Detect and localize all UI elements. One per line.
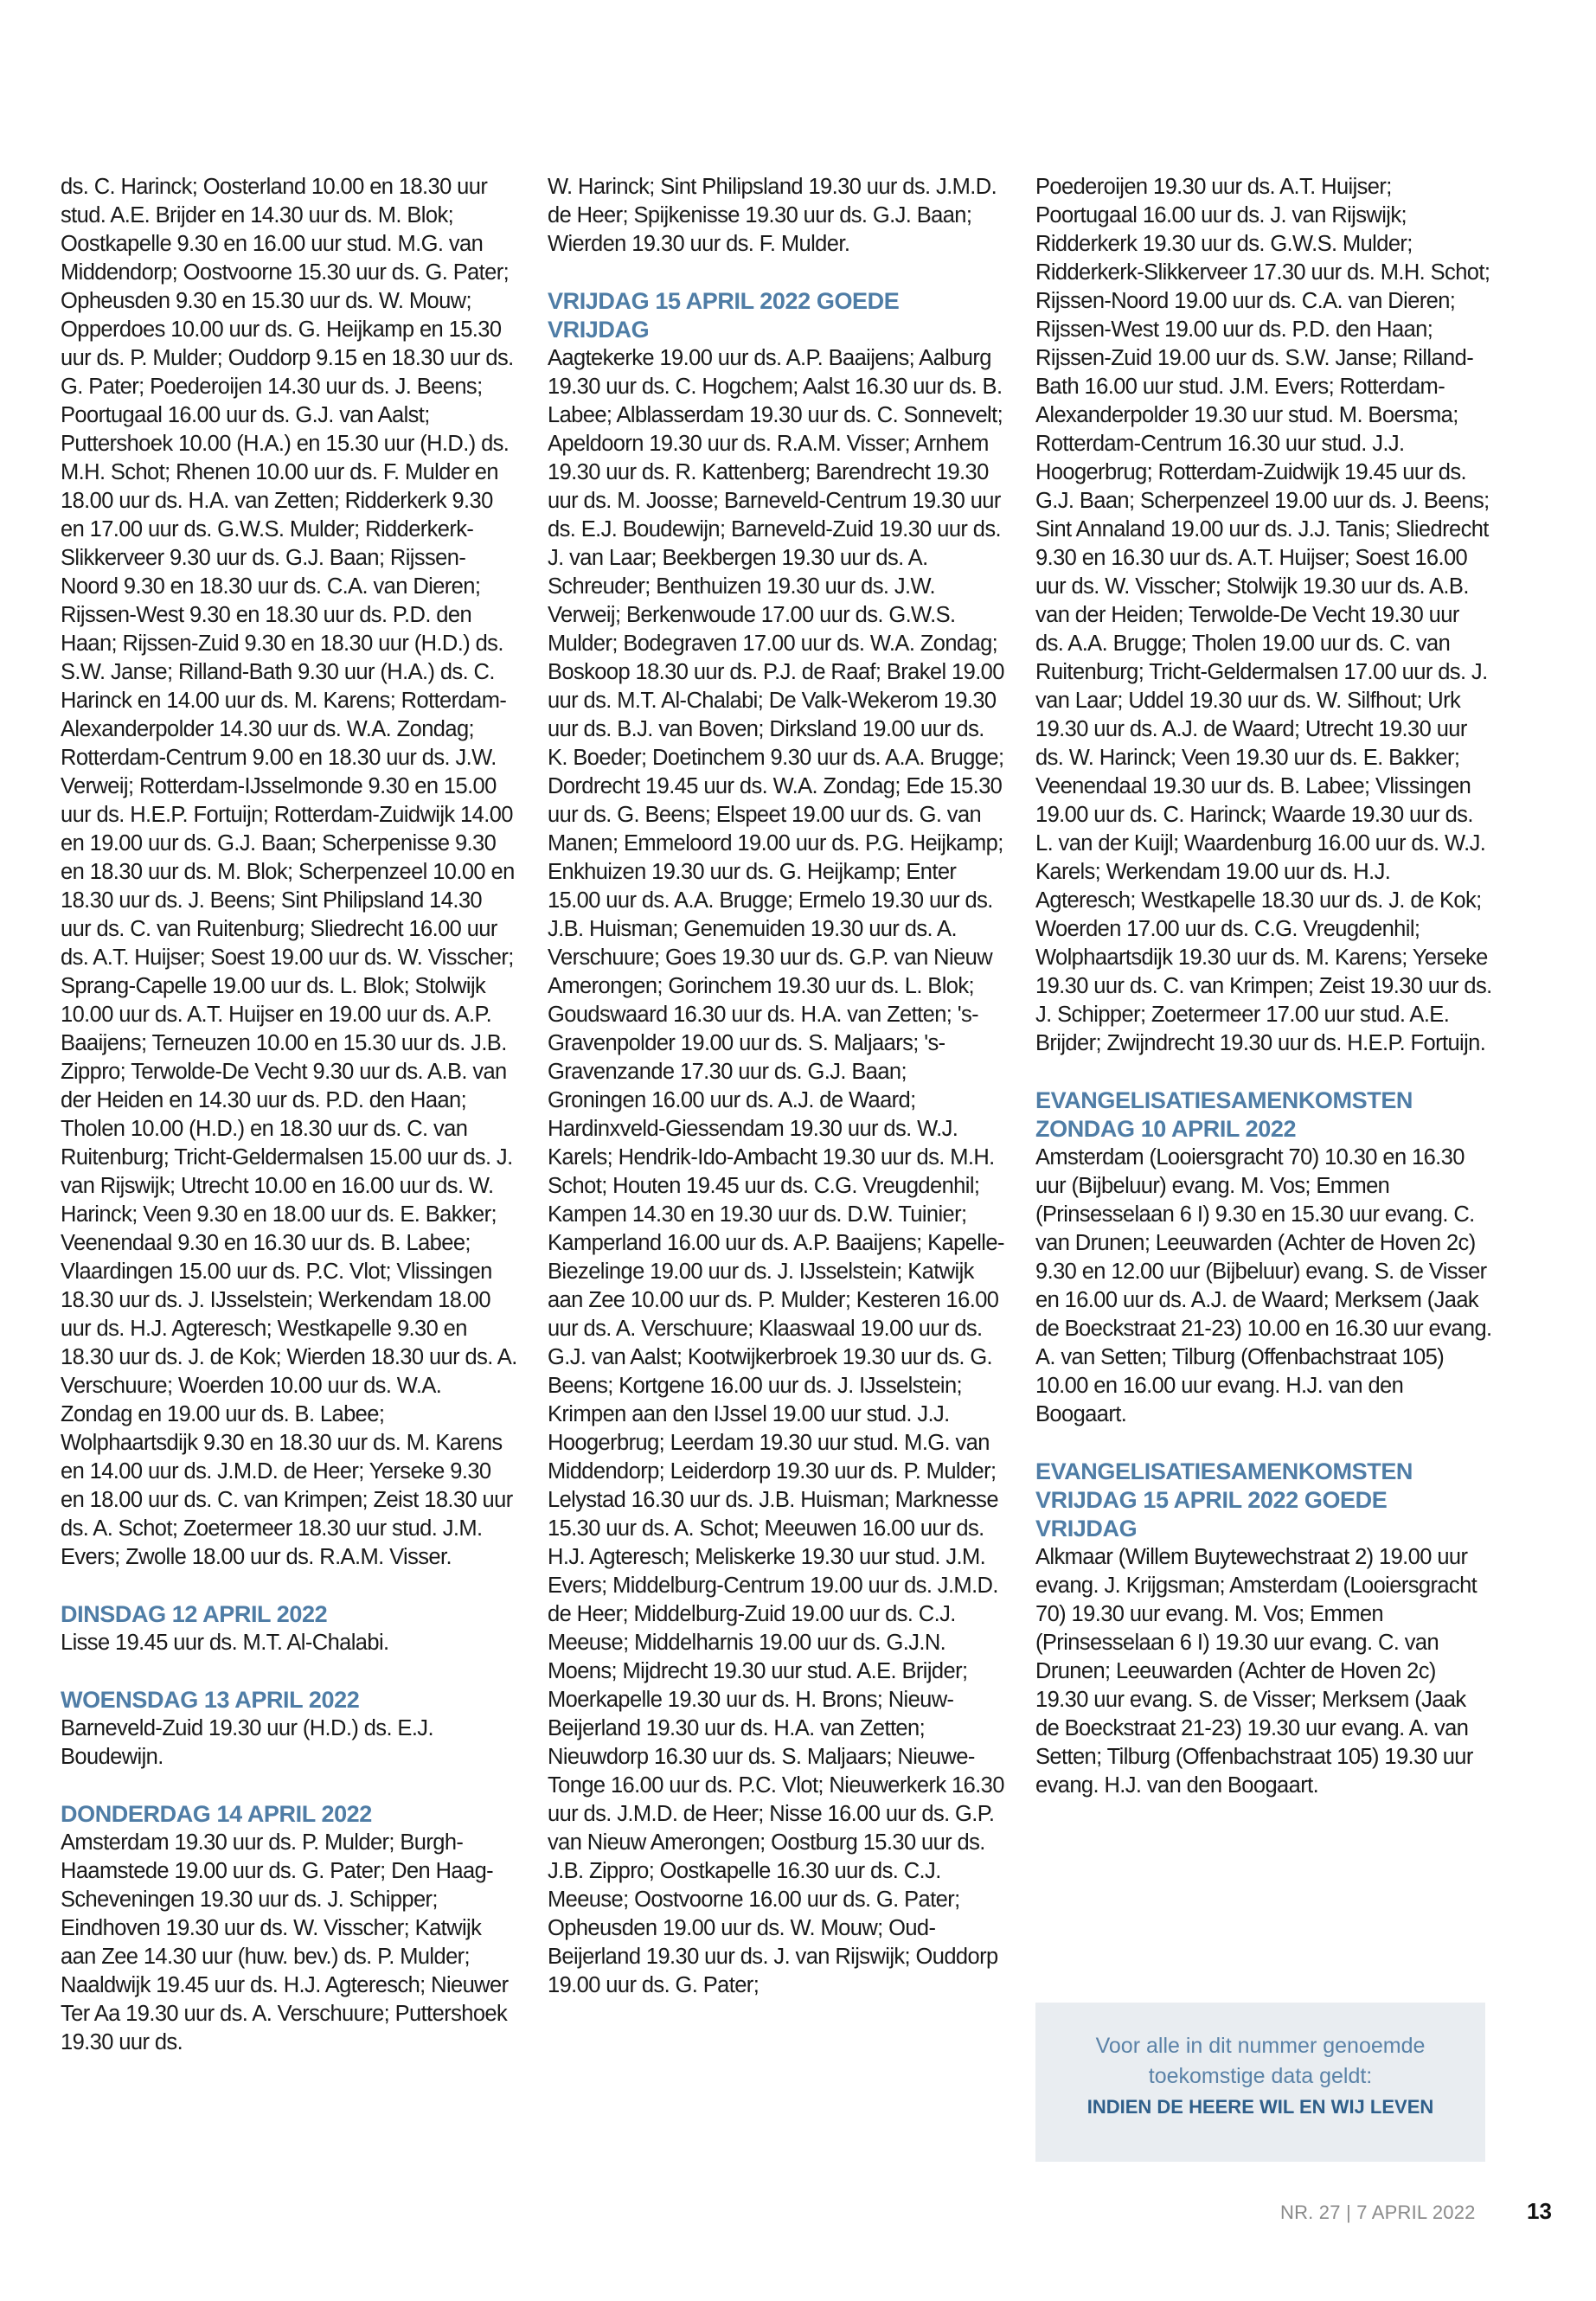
heading-woensdag: WOENSDAG 13 APRIL 2022: [61, 1687, 360, 1713]
column-2: [548, 173, 1004, 2000]
paragraph-vrijdag: Aagtekerke 19.00 uur ds. A.P. Baaijens; Aalburg 19.30 uur ds. C. Hogchem; Aalst 16.30 uur ds. B. Labee; Alblasserdam 19.30 uur ds. C. Sonnevelt; Apeldoorn 19.30 uur ds. R.A.M. Visser; Arnhem 19.30 uur ds. R. Kattenberg; Barendrecht 19.30 uur ds. M. Joosse; Barneveld-Centrum 19.30 uur ds. E.J. Boudewijn; Barneveld-Zuid 19.30 uur ds. J. van Laar; Beekbergen 19.30 uur ds. A. Schreuder; Benthuizen 19.30 uur ds. J.W. Verweij; Berkenwoude 17.00 uur ds. G.W.S. Mulder; Bodegraven 17.00 uur ds. W.A. Zondag; Boskoop 18.30 uur ds. P.J. de Raaf; Brakel 19.00 uur ds. M.T. Al-Chalabi; De Valk-Wekerom 19.30 uur ds. B.J. van Boven; Dirksland 19.00 uur ds. K. Boeder; Doetinchem 9.30 uur ds. A.A. Brugge; Dordrecht 19.45 uur ds. W.A. Zondag; Ede 15.30 uur ds. G. Beens; Elspeet 19.00 uur ds. G. van Manen; Emmeloord 19.00 uur ds. P.G. Heijkamp; Enkhuizen 19.30 uur ds. G. Heijkamp; Enter 15.00 uur ds. A.A. Brugge; Ermelo 19.30 uur ds. J.B. Huisman; Genemuiden 19.30 uur ds. A. Verschuure; Goes 19.30 uur ds. G.P. van Nieuw Amerongen; Gorinchem 19.30 uur ds. L. Blok; Goudswaard 16.30 uur ds. H.A. van Zetten; 's-Gravenpolder 19.00 uur ds. S. Maljaars; 's-Gravenzande 17.30 uur ds. G.J. Baan; Groningen 16.00 uur ds. A.J. de Waard; Hardinxveld-Giessendam 19.30 uur ds. W.J. Karels; Hendrik-Ido-Ambacht 19.30 uur ds. M.H. Schot; Houten 19.45 uur ds. C.G. Vreugdenhil; Kampen 14.30 en 19.30 uur ds. D.W. Tuinier; Kamperland 16.00 uur ds. A.P. Baaijens; Kapelle-Biezelinge 19.00 uur ds. J. IJsselstein; Katwijk aan Zee 10.00 uur ds. P. Mulder; Kesteren 16.00 uur ds. A. Verschuure; Klaaswaal 19.00 uur ds. G.J. van Aalst; Kootwijkerbroek 19.30 uur ds. G. Beens; Kortgene 16.00 uur ds. J. IJsselstein; Krimpen aan den IJssel 19.00 uur stud. J.J. Hoogerbrug; Leerdam 19.30 uur stud. M.G. van Middendorp; Leiderdorp 19.30 uur ds. P. Mulder; Lelystad 16.30 uur ds. J.B. Huisman; Marknesse 15.30 uur ds. A. Schot; Meeuwen 16.00 uur ds. H.J. Agteresch; Meliskerke 19.30 uur stud. J.M. Evers; Middelburg-Centrum 19.00 uur ds. J.M.D. de Heer; Middelburg-Zuid 19.00 uur ds. C.J. Meeuse; Middelharnis 19.00 uur ds. G.J.N. Moens; Mijdrecht 19.30 uur stud. A.E. Brijder; Moerkapelle 19.30 uur ds. H. Brons; Nieuw-Beijerland 19.30 uur ds. H.A. van Zetten; Nieuwdorp 16.30 uur ds. S. Maljaars; Nieuwe-Tonge 16.00 uur ds. P.C. Vlot; Nieuwerkerk 16.30 uur ds. J.M.D. de Heer; Nisse 16.00 uur ds. G.P. van Nieuw Amerongen; Oostburg 15.30 uur ds. J.B. Zippro; Oostkapelle 16.30 uur ds. C.J. Meeuse; Oostvoorne 16.00 uur ds. G. Pater; Opheusden 19.00 uur ds. W. Mouw; Oud-Beijerland 19.30 uur ds. J. van Rijswijk; Ouddorp 19.00 uur ds. G. Pater;: [548, 346, 1004, 1997]
paragraph-donderdag-continued: W. Harinck; Sint Philipsland 19.30 uur ds. J.M.D. de Heer; Spijkenisse 19.30 uur ds. G.J. Baan; Wierden 19.30 uur ds. F. Mulder.: [548, 175, 997, 256]
notice-box: [1035, 2003, 1485, 2162]
issue-info: NR. 27 | 7 APRIL 2022: [1280, 2202, 1476, 2223]
paragraph-dinsdag: Lisse 19.45 uur ds. M.T. Al-Chalabi.: [61, 1631, 389, 1655]
notice-line-2: toekomstige data geldt:: [1148, 2064, 1373, 2088]
heading-evangelisatie-vrijdag-line1: EVANGELISATIESAMENKOMSTEN: [1035, 1458, 1413, 1484]
paragraph-woensdag: Barneveld-Zuid 19.30 uur (H.D.) ds. E.J. Boudewijn.: [61, 1716, 433, 1769]
paragraph-donderdag: Amsterdam 19.30 uur ds. P. Mulder; Burgh-Haamstede 19.00 uur ds. G. Pater; Den Haag-Scheveningen 19.30 uur ds. J. Schipper; Eindhoven 19.30 uur ds. W. Visscher; Katwijk aan Zee 14.30 uur (huw. bev.) ds. P. Mulder; Naaldwijk 19.45 uur ds. H.J. Agteresch; Nieuwer Ter Aa 19.30 uur ds. A. Verschuure; Puttershoek 19.30 uur ds.: [61, 1830, 509, 2054]
heading-vrijdag: VRIJDAG 15 APRIL 2022 GOEDE VRIJDAG: [548, 288, 900, 343]
heading-evangelisatie-zondag-line2: ZONDAG 10 APRIL 2022: [1035, 1116, 1297, 1142]
heading-evangelisatie-vrijdag-line2: VRIJDAG 15 APRIL 2022 GOEDE VRIJDAG: [1035, 1487, 1388, 1541]
heading-dinsdag: DINSDAG 12 APRIL 2022: [61, 1601, 328, 1627]
column-3: [1035, 173, 1492, 1800]
heading-evangelisatie-zondag: [1035, 1086, 1492, 1144]
paragraph-sunday-continued: ds. C. Harinck; Oosterland 10.00 en 18.30 uur stud. A.E. Brijder en 14.30 uur ds. M. Blok; Oostkapelle 9.30 en 16.00 uur stud. M.G. van Middendorp; Oostvoorne 15.30 uur ds. G. Pater; Opheusden 9.30 en 15.30 uur ds. W. Mouw; Opperdoes 10.00 uur ds. G. Heijkamp en 15.30 uur ds. P. Mulder; Ouddorp 9.15 en 18.30 uur ds. G. Pater; Poederoijen 14.30 uur ds. J. Beens; Poortugaal 16.00 uur ds. G.J. van Aalst; Puttershoek 10.00 (H.A.) en 15.30 uur (H.D.) ds. M.H. Schot; Rhenen 10.00 uur ds. F. Mulder en 18.00 uur ds. H.A. van Zetten; Ridderkerk 9.30 en 17.00 uur ds. G.W.S. Mulder; Ridderkerk-Slikkerveer 9.30 uur ds. G.J. Baan; Rijssen-Noord 9.30 en 18.30 uur ds. C.A. van Dieren; Rijssen-West 9.30 en 18.30 uur ds. P.D. den Haan; Rijssen-Zuid 9.30 en 18.30 uur (H.D.) ds. S.W. Janse; Rilland-Bath 9.30 uur (H.A.) ds. C. Harinck en 14.00 uur ds. M. Karens; Rotterdam-Alexanderpolder 14.30 uur ds. W.A. Zondag; Rotterdam-Centrum 9.00 en 18.30 uur ds. J.W. Verweij; Rotterdam-IJsselmonde 9.30 en 15.00 uur ds. H.E.P. Fortuijn; Rotterdam-Zuidwijk 14.00 en 19.00 uur ds. G.J. Baan; Scherpenisse 9.30 en 18.30 uur ds. M. Blok; Scherpenzeel 10.00 en 18.30 uur ds. J. Beens; Sint Philipsland 14.30 uur ds. C. van Ruitenburg; Sliedrecht 16.00 uur ds. A.T. Huijser; Soest 19.00 uur ds. W. Visscher; Sprang-Capelle 19.00 uur ds. L. Blok; Stolwijk 10.00 uur ds. A.T. Huijser en 19.00 uur ds. A.P. Baaijens; Terneuzen 10.00 en 15.30 uur ds. J.B. Zippro; Terwolde-De Vecht 9.30 uur ds. A.B. van der Heiden en 14.30 uur ds. P.D. den Haan; Tholen 10.00 (H.D.) en 18.30 uur ds. C. van Ruitenburg; Tricht-Geldermalsen 15.00 uur ds. J. van Rijswijk; Utrecht 10.00 en 16.00 uur ds. W. Harinck; Veen 9.30 en 18.00 uur ds. E. Bakker; Veenendaal 9.30 en 16.30 uur ds. B. Labee; Vlaardingen 15.00 uur ds. P.C. Vlot; Vlissingen 18.30 uur ds. J. IJsselstein; Werkendam 18.00 uur ds. H.J. Agteresch; Westkapelle 9.30 en 18.30 uur ds. J. de Kok; Wierden 18.30 uur ds. A. Verschuure; Woerden 10.00 uur ds. W.A. Zondag en 19.00 uur ds. B. Labee; Wolphaartsdijk 9.30 en 18.30 uur ds. M. Karens en 14.00 uur ds. J.M.D. de Heer; Yerseke 9.30 en 18.00 uur ds. C. van Krimpen; Zeist 18.30 uur ds. A. Schot; Zoetermeer 18.30 uur stud. J.M. Evers; Zwolle 18.00 uur ds. R.A.M. Visser.: [61, 175, 517, 1569]
notice-line-1: Voor alle in dit nummer genoemde: [1095, 2034, 1426, 2058]
paragraph-vrijdag-continued: Poederoijen 19.30 uur ds. A.T. Huijser; Poortugaal 16.00 uur ds. J. van Rijswijk; Ridderkerk 19.30 uur ds. G.W.S. Mulder; Ridderkerk-Slikkerveer 17.30 uur ds. M.H. Schot; Rijssen-Noord 19.00 uur ds. C.A. van Dieren; Rijssen-West 19.00 uur ds. P.D. den Haan; Rijssen-Zuid 19.00 uur ds. S.W. Janse; Rilland-Bath 16.00 uur stud. J.M. Evers; Rotterdam-Alexanderpolder 19.30 uur stud. M. Boersma; Rotterdam-Centrum 16.30 uur stud. J.J. Hoogerbrug; Rotterdam-Zuidwijk 19.45 uur ds. G.J. Baan; Scherpenzeel 19.00 uur ds. J. Beens; Sint Annaland 19.00 uur ds. J.J. Tanis; Sliedrecht 9.30 en 16.30 uur ds. A.T. Huijser; Soest 16.00 uur ds. W. Visscher; Stolwijk 19.30 uur ds. A.B. van der Heiden; Terwolde-De Vecht 19.30 uur ds. A.A. Brugge; Tholen 19.00 uur ds. C. van Ruitenburg; Tricht-Geldermalsen 17.00 uur ds. J. van Laar; Uddel 19.30 uur ds. W. Silfhout; Urk 19.30 uur ds. A.J. de Waard; Utrecht 19.30 uur ds. W. Harinck; Veen 19.30 uur ds. E. Bakker; Veenendaal 19.30 uur ds. B. Labee; Vlissingen 19.00 uur ds. C. Harinck; Waarde 19.30 uur ds. L. van der Kuijl; Waardenburg 16.00 uur ds. W.J. Karels; Werkendam 19.00 uur ds. H.J. Agteresch; Westkapelle 18.30 uur ds. J. de Kok; Woerden 17.00 uur ds. C.G. Vreugdenhil; Wolphaartsdijk 19.30 uur ds. M. Karens; Yerseke 19.30 uur ds. C. van Krimpen; Zeist 19.30 uur ds. J. Schipper; Zoetermeer 17.00 uur stud. A.E. Brijder; Zwijndrecht 19.30 uur ds. H.E.P. Fortuijn.: [1035, 175, 1492, 1055]
heading-donderdag: DONDERDAG 14 APRIL 2022: [61, 1801, 372, 1827]
paragraph-evangelisatie-vrijdag: Alkmaar (Willem Buytewechstraat 2) 19.00 uur evang. J. Krijgsman; Amsterdam (Looiersgracht 70) 19.30 uur evang. M. Vos; Emmen (Prinsesselaan 6 I) 19.30 uur evang. C. van Drunen; Leeuwarden (Achter de Hoven 2c) 19.30 uur evang. S. de Visser; Merksem (Jaak de Boeckstraat 21-23) 19.30 uur evang. A. van Setten; Tilburg (Offenbachstraat 105) 19.30 uur evang. H.J. van den Boogaart.: [1035, 1545, 1477, 1798]
column-1: [61, 173, 517, 2057]
heading-evangelisatie-vrijdag: [1035, 1458, 1492, 1543]
page-number: 13: [1527, 2198, 1552, 2224]
paragraph-evangelisatie-zondag: Amsterdam (Looiersgracht 70) 10.30 en 16.30 uur (Bijbeluur) evang. M. Vos; Emmen (Prinsesselaan 6 I) 9.30 en 15.30 uur evang. C. van Drunen; Leeuwarden (Achter de Hoven 2c) 9.30 en 12.00 uur (Bijbeluur) evang. S. de Visser en 16.00 uur ds. A.J. de Waard; Merksem (Jaak de Boeckstraat 21-23) 10.00 en 16.30 uur evang. A. van Setten; Tilburg (Offenbachstraat 105) 10.00 en 16.00 uur evang. H.J. van den Boogaart.: [1035, 1145, 1492, 1426]
notice-line-3: INDIEN DE HEERE WIL EN WIJ LEVEN: [1086, 2096, 1434, 2118]
heading-evangelisatie-zondag-line1: EVANGELISATIESAMENKOMSTEN: [1035, 1087, 1413, 1113]
